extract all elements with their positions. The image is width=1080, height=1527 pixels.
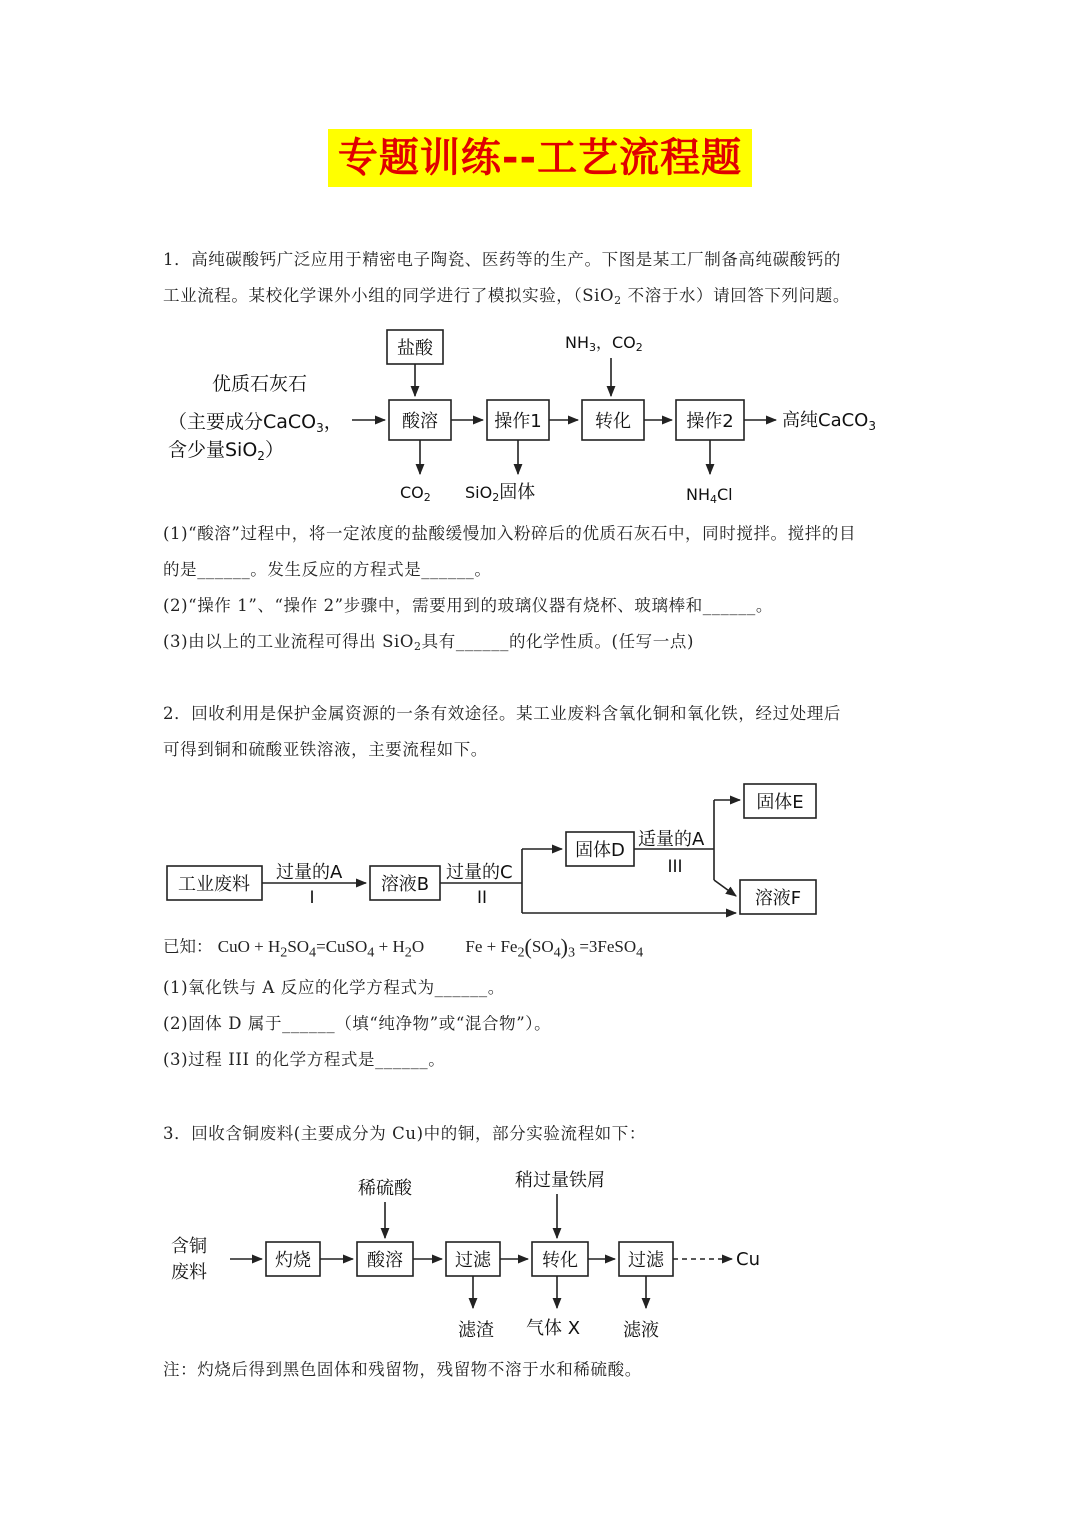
q2-sub3: (3)过程 III 的化学方程式是______。 [163,1050,446,1069]
q3-box-roast [266,1242,320,1276]
q2-known-equations [163,930,643,969]
q1-nh3-co2-label: NH3，CO2 [565,333,643,354]
svg-text:优质石灰石: 优质石灰石 [212,373,308,395]
q1-sub3: (3)由以上的工业流程可得出 SiO$_2$具有______的化学性质。(任写一点) [163,632,695,653]
q2-box-solid-e [744,784,816,818]
q2-box-solution-f [740,880,816,914]
q3-intro: 3．回收含铜废料(主要成分为 Cu)中的铜，部分实验流程如下： [163,1124,646,1143]
svg-text:过滤: 过滤 [455,1250,491,1271]
q2-intro [163,696,923,768]
svg-text:操作2: 操作2 [686,411,734,432]
q3-box-acid-dissolve [357,1242,413,1276]
q2-sub1: (1)氧化铁与 A 反应的化学方程式为______。 [163,978,505,997]
q2-step-i: I [309,888,315,908]
q3-box-convert [532,1242,588,1276]
page-title: 专题训练--工艺流程题 [328,129,752,187]
q2-reagent-a: 过量的A [276,862,343,883]
q3-output-residue: 滤渣 [458,1320,494,1341]
q3-output-gas-x: 气体 X [525,1318,581,1339]
q2-intro-line1: 2．回收利用是保护金属资源的一条有效途径。某工业废料含氧化铜和氧化铁，经过处理后 [163,704,841,723]
svg-text:含少量SiO2）: 含少量SiO$_2$） [168,439,284,463]
svg-text:溶液B: 溶液B [380,874,430,895]
q3-raw-line1: 含铜 [171,1236,207,1257]
svg-text:转化: 转化 [542,1250,578,1271]
q3-product-cu: Cu [736,1249,760,1270]
q2-box-solid-d [566,832,634,866]
q1-box-convert [582,400,644,440]
svg-text:工业废料: 工业废料 [178,874,250,895]
q1-box-operation2 [676,400,744,440]
q2-reagent-a2: 适量的A [638,829,705,850]
q3-raw-line2: 废料 [171,1262,207,1283]
q1-box-operation1 [487,400,549,440]
q3-note: 注：灼烧后得到黑色固体和残留物，残留物不溶于水和稀硫酸。 [163,1360,642,1379]
q3-iron-label: 稍过量铁屑 [515,1170,605,1191]
q2-step-iii: III [667,857,683,877]
svg-text:操作1: 操作1 [494,411,542,432]
q1-box-acid-dissolve [389,400,451,440]
q2-subquestions [163,970,923,1078]
svg-text:溶液F: 溶液F [754,888,802,909]
svg-text:盐酸: 盐酸 [397,338,433,359]
svg-text:酸溶: 酸溶 [402,411,438,432]
q2-equation-1: CuO + $H_2SO_4=CuSO_4 + H_2O$ [217,937,425,961]
q1-sub1-line2: 的是______。发生反应的方程式是______。 [163,560,492,579]
svg-text:固体E: 固体E [756,792,804,813]
q2-known-label: 已知： [163,937,213,956]
q1-sub2: (2)“操作 1”、“操作 2”步骤中，需要用到的玻璃仪器有烧杯、玻璃棒和______。 [163,596,773,615]
q1-output-sio2: SiO2固体 [465,482,536,504]
q1-intro-line2: 工业流程。某校化学课外小组的同学进行了模拟实验，（SiO$_2$ 不溶于水）请回答下列问题。 [163,286,850,307]
q3-box-filter1 [446,1242,500,1276]
svg-text:过滤: 过滤 [628,1250,664,1271]
svg-text:酸溶: 酸溶 [367,1250,403,1271]
q2-box-waste [167,866,262,900]
q1-output-nh4cl: NH4Cl [686,485,733,506]
q2-reagent-c: 过量的C [446,862,513,883]
q2-equation-2: $Fe + Fe_2(SO_4)_3$ =3FeSO$_4$ [465,934,644,961]
q1-product-label: 高纯CaCO$_3$ [782,410,876,433]
svg-text:灼烧: 灼烧 [275,1250,311,1271]
q1-raw-material [168,373,343,463]
q3-acid-label: 稀硫酸 [358,1178,412,1199]
q1-hcl-box [387,330,443,364]
q2-intro-line2: 可得到铜和硫酸亚铁溶液，主要流程如下。 [163,740,488,759]
svg-text:固体D: 固体D [575,840,625,861]
q1-subquestions [163,516,923,665]
q3-output-filtrate: 滤液 [623,1320,659,1341]
q1-sub1-line1: (1)“酸溶”过程中，将一定浓度的盐酸缓慢加入粉碎后的优质石灰石中，同时搅拌。搅拌的目 [163,524,857,543]
q2-box-solution-b [370,866,440,900]
svg-text:（主要成分CaCO3，: （主要成分CaCO$_3$， [168,411,343,435]
q3-box-filter2 [619,1242,673,1276]
svg-text:转化: 转化 [595,411,631,432]
q1-intro-line1: 1．高纯碳酸钙广泛应用于精密电子陶瓷、医药等的生产。下图是某工厂制备高纯碳酸钙的 [163,250,841,269]
q1-output-co2: CO2 [400,483,431,504]
q2-step-ii: II [476,888,488,908]
q2-sub2: (2)固体 D 属于______（填“纯净物”或“混合物”）。 [163,1014,552,1033]
